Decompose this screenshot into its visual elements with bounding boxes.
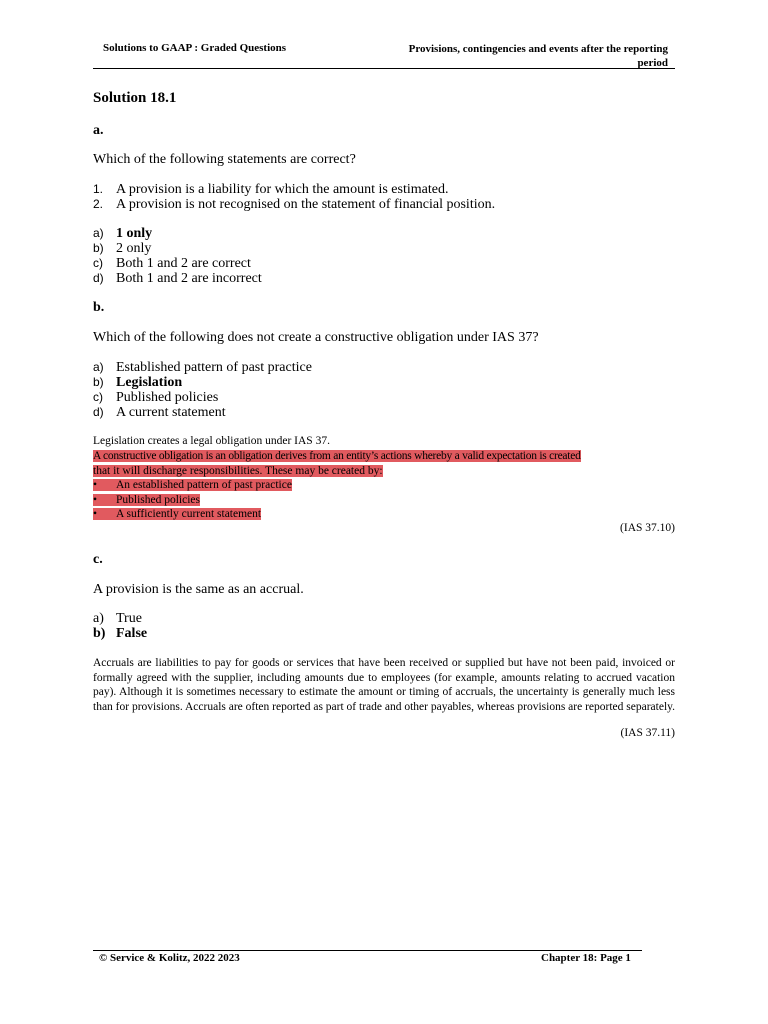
option-text: True [116,611,142,626]
part-c-label: c. [93,552,103,567]
option-item [93,626,493,641]
highlight-bullet-item [93,494,200,506]
option-text: Both 1 and 2 are correct [116,256,251,271]
statement-text: A provision is a liability for which the amount is estimated. [116,182,449,197]
option-text: 2 only [116,241,152,256]
option-mark: d) [93,405,104,419]
highlight-bullet-item [93,479,292,491]
option-item [93,256,493,271]
footer-divider [93,950,642,951]
statement-item [93,197,653,212]
part-b-options [93,360,493,420]
header-left-title: Solutions to GAAP : Graded Questions [103,42,287,54]
highlight-text-line1: A constructive obligation is an obligation derives from an entity’s actions whereby a valid expectation is created [93,450,581,462]
option-item [93,405,493,420]
option-mark: d) [93,271,104,285]
option-text-correct: 1 only [116,226,153,241]
part-a-options [93,226,493,286]
bullet-text: An established pattern of past practice [116,479,292,491]
option-text: Published policies [116,390,219,405]
option-text-correct: Legislation [116,375,183,390]
option-item [93,271,493,286]
part-b-question: Which of the following does not create a constructive obligation under IAS 37? [93,330,539,345]
part-c-question: A provision is the same as an accrual. [93,582,304,597]
option-text: A current statement [116,405,226,420]
bullet-text: Published policies [116,493,201,506]
statement-item [93,182,653,197]
part-c-explanation: Accruals are liabilities to pay for goods or services that have been received or supplied but have not been paid, invoiced or formally agreed with the supplier, including amounts due to employees (for example, amounts relating to accrued vacation pay). Although it is sometimes necessary to estimate the amount or timing of accruals, the uncertainty is generally much less than for provisions. Accruals are often reported as part of trade and other payables, whereas provisions are reported separately. [93,657,676,713]
part-a-statements [93,182,653,212]
option-item [93,375,493,390]
option-mark: a) [93,611,104,626]
option-mark: a) [93,226,104,240]
option-mark: b) [93,626,106,641]
solution-title: Solution 18.1 [93,90,177,106]
part-b-explanation: Legislation creates a legal obligation under IAS 37. [93,435,330,447]
footer-copyright: © Service & Kolitz, 2022 2023 [99,952,240,964]
option-item [93,611,493,626]
part-c-reference: (IAS 37.11) [620,727,675,739]
part-b-reference: (IAS 37.10) [620,522,675,534]
option-item [93,360,493,375]
part-a-question: Which of the following statements are correct? [93,152,356,167]
bullet-text: A sufficiently current statement [116,508,262,520]
part-c-options [93,611,493,641]
option-mark: b) [93,241,104,255]
statement-number: 2. [93,197,104,211]
highlight-bullet-item [93,508,261,520]
part-b-label: b. [93,300,105,315]
header-divider [93,68,675,69]
option-mark: c) [93,390,103,404]
highlighted-note [93,449,675,522]
option-mark: c) [93,256,103,270]
header-right-line1: Provisions, contingencies and events after the reporting [408,43,668,55]
option-text: Established pattern of past practice [116,360,312,375]
bullet-icon: • [93,508,98,520]
option-text-correct: False [116,626,148,641]
option-text: Both 1 and 2 are incorrect [116,271,262,286]
statement-text: A provision is not recognised on the statement of financial position. [116,197,496,212]
header-right-title [378,42,668,70]
part-a-label: a. [93,123,104,138]
option-mark: a) [93,360,104,374]
footer-page-number: Chapter 18: Page 1 [541,952,631,964]
option-mark: b) [93,375,104,389]
option-item [93,390,493,405]
header-right-line2: period [637,57,668,69]
highlight-text-line2: that it will discharge responsibilities. These may be created by: [93,464,383,477]
option-item [93,226,493,241]
bullet-icon: • [93,493,98,506]
option-item [93,241,493,256]
statement-number: 1. [93,182,104,196]
bullet-icon: • [93,479,98,491]
